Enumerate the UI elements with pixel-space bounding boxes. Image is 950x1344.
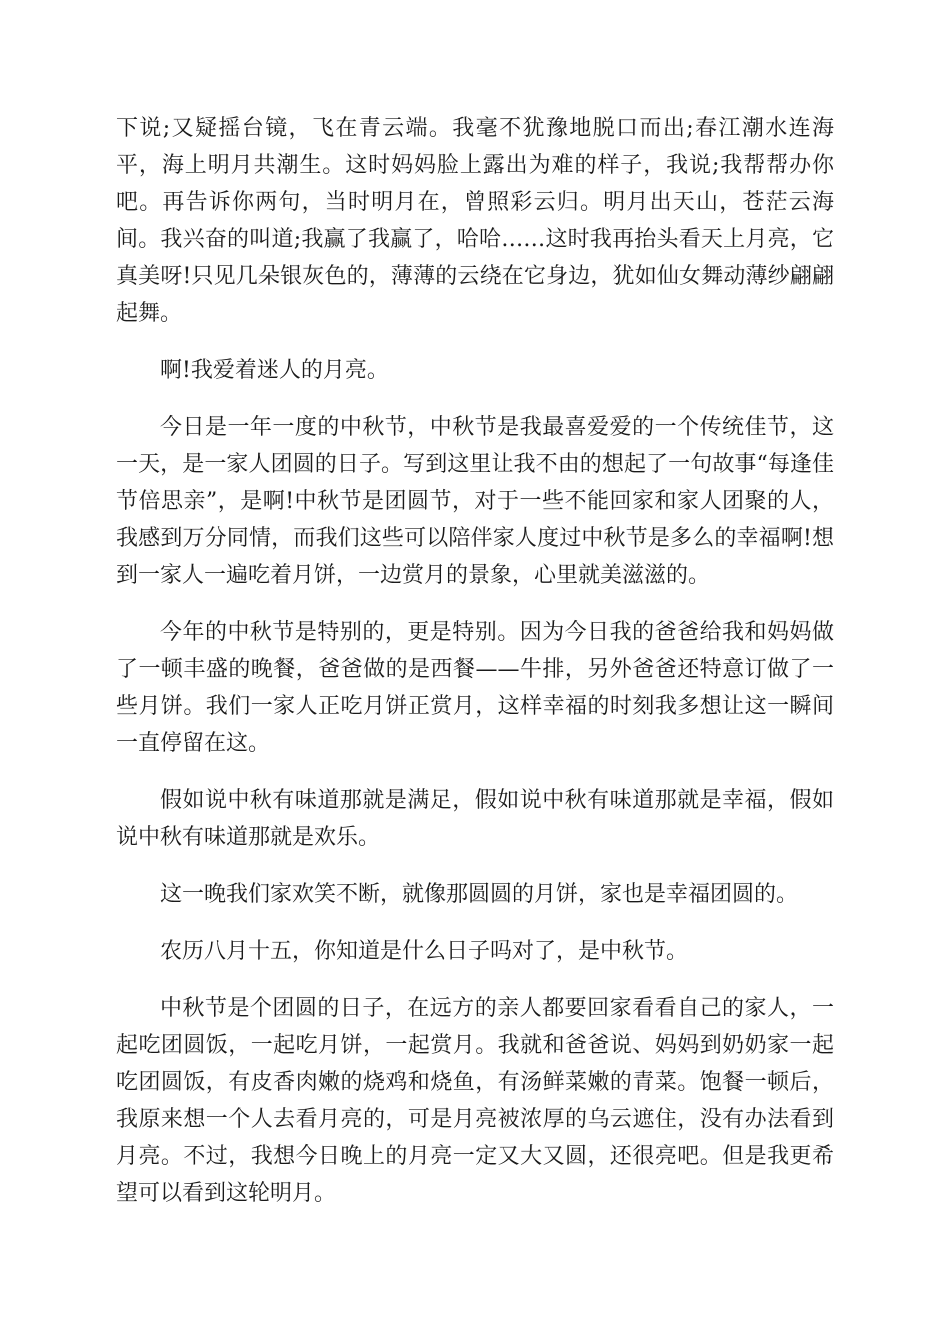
paragraph-3: 今日是一年一度的中秋节，中秋节是我最喜爱爱的一个传统佳节，这一天，是一家人团圆的日子。写到这里让我不由的想起了一句故事“每逢佳节倍思亲”，是啊!中秋节是团圆节，对于一些不能回家和家人团聚的人，我感到万分同情，而我们这些可以陪伴家人度过中秋节是多么的幸福啊!想到一家人一遍吃着月饼，一边赏月的景象，心里就美滋滋的。 <box>116 415 834 588</box>
paragraph-8: 中秋节是个团圆的日子，在远方的亲人都要回家看看自己的家人，一起吃团圆饭，一起吃月饼，一起赏月。我就和爸爸说、妈妈到奶奶家一起吃团圆饭，有皮香肉嫩的烧鸡和烧鱼，有汤鲜菜嫩的青菜。饱餐一顿后，我原来想一个人去看月亮的，可是月亮被浓厚的乌云遮住，没有办法看到月亮。不过，我想今日晚上的月亮一定又大又圆，还很亮吧。但是我更希望可以看到这轮明月。 <box>116 996 834 1206</box>
paragraph-1: 下说;又疑摇台镜，飞在青云端。我毫不犹豫地脱口而出;春江潮水连海平，海上明月共潮生。这时妈妈脸上露出为难的样子，我说;我帮帮办你吧。再告诉你两句，当时明月在，曾照彩云归。明月出天山，苍茫云海间。我兴奋的叫道;我赢了我赢了，哈哈……这时我再抬头看天上月亮，它真美呀!只见几朵银灰色的，薄薄的云绕在它身边，犹如仙女舞动薄纱翩翩起舞。 <box>116 116 834 326</box>
paragraph-7: 农历八月十五，你知道是什么日子吗对了，是中秋节。 <box>160 939 689 964</box>
paragraph-4: 今年的中秋节是特别的，更是特别。因为今日我的爸爸给我和妈妈做了一顿丰盛的晚餐，爸爸做的是西餐——牛排，另外爸爸还特意订做了一些月饼。我们一家人正吃月饼正赏月，这样幸福的时刻我多想让这一瞬间一直停留在这。 <box>116 620 834 756</box>
paragraph-5: 假如说中秋有味道那就是满足，假如说中秋有味道那就是幸福，假如说中秋有味道那就是欢乐。 <box>116 788 834 850</box>
paragraph-2: 啊!我爱着迷人的月亮。 <box>160 358 389 383</box>
paragraph-6: 这一晚我们家欢笑不断，就像那圆圆的月饼，家也是幸福团圆的。 <box>160 882 799 907</box>
document-body <box>116 110 834 1232</box>
